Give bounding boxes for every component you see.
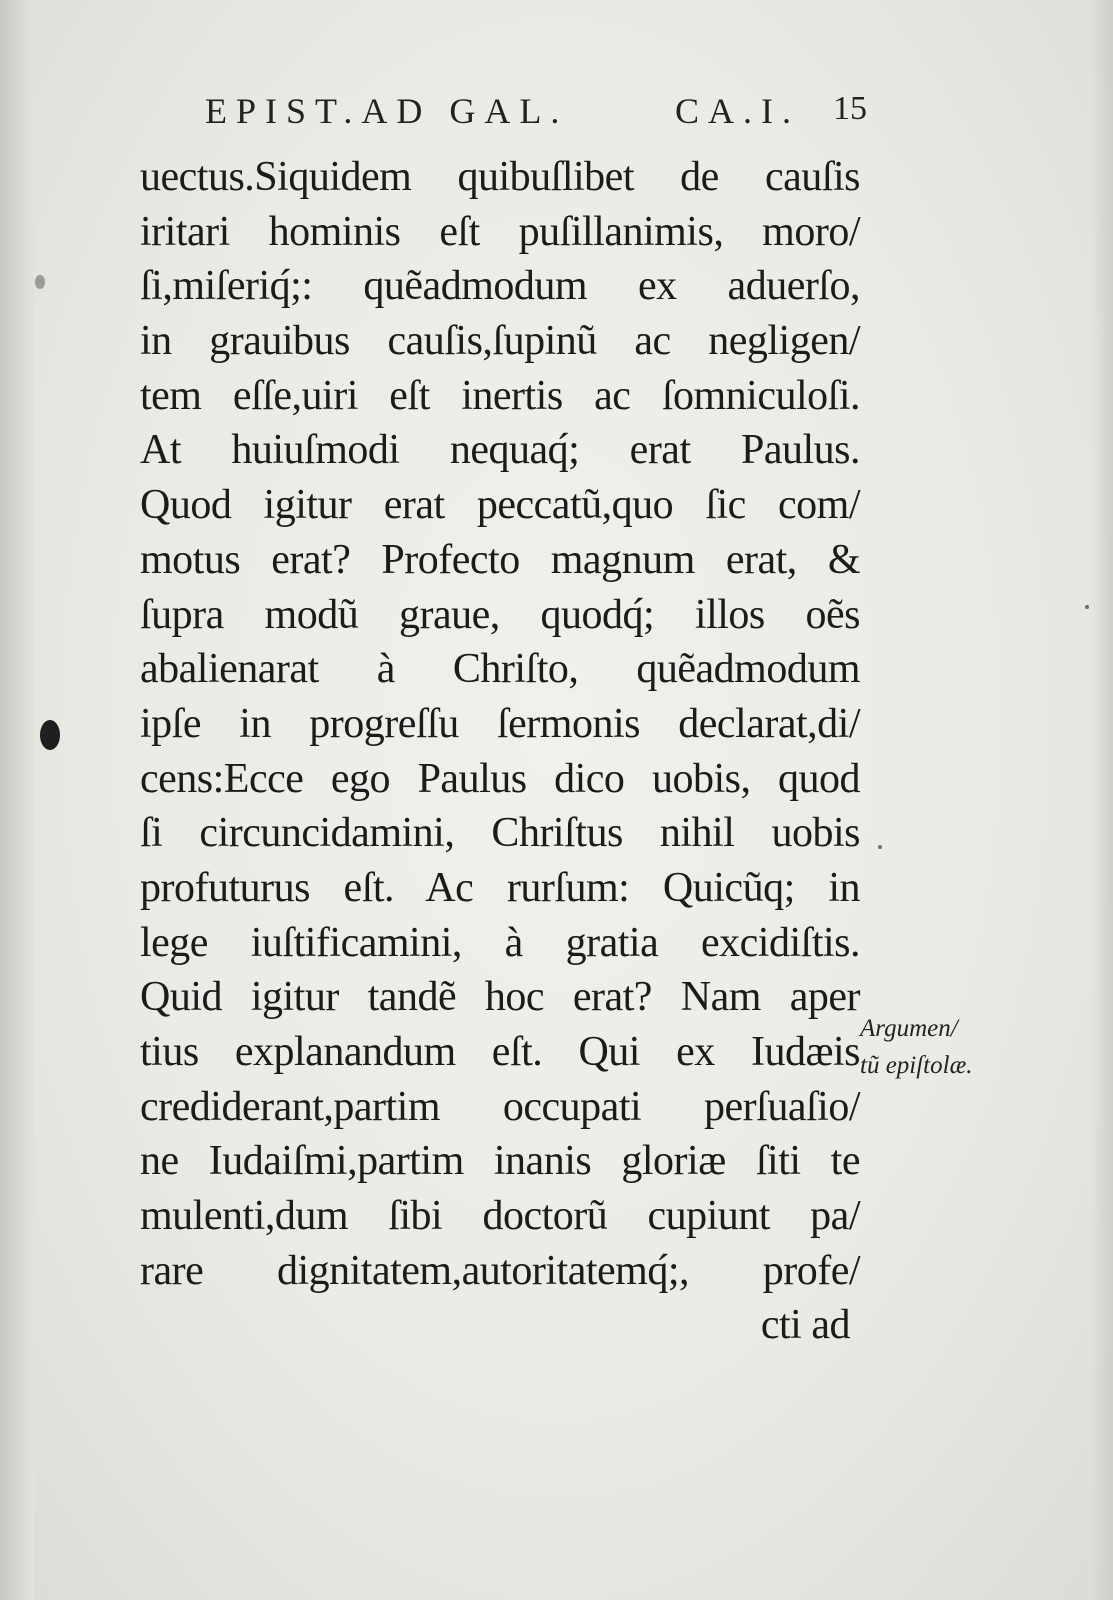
marginal-note-line: tũ epiſtolæ.: [860, 1052, 973, 1079]
marginal-note: [860, 1010, 1020, 1084]
running-head-book: EPIST.AD GAL.: [205, 91, 569, 131]
text-line: ſi,miſeriq́;: quẽadmodum ex aduerſo,: [140, 263, 860, 310]
spine-shadow: [0, 0, 34, 1600]
text-line: ipſe in progreſſu ſermonis declarat,di/: [140, 700, 860, 747]
text-line: rare dignitatem,autoritatemq́;, profe/: [140, 1247, 860, 1294]
running-head: [205, 90, 885, 140]
text-line: Quod igitur erat peccatũ,quo ſic com/: [140, 482, 860, 529]
text-line: iritari hominis eſt puſillanimis, moro/: [140, 208, 860, 255]
text-line: At huiuſmodi nequaq́; erat Paulus.: [140, 427, 860, 474]
text-line: mulenti,dum ſibi doctorũ cupiunt pa/: [140, 1193, 860, 1240]
text-line: ne Iudaiſmi,partim inanis gloriæ ſiti te: [140, 1138, 860, 1185]
text-line: tem eſſe,uiri eſt inertis ac ſomniculoſi.: [140, 372, 860, 419]
text-line: ſi circuncidamini, Chriſtus nihil uobis: [140, 810, 860, 857]
paper-speck: [878, 845, 882, 849]
text-line: cens:Ecce ego Paulus dico uobis, quod: [140, 755, 860, 802]
text-line: abalienarat à Chriſto, quẽadmodum: [140, 646, 860, 693]
paper-speck: [1085, 605, 1089, 609]
running-head-chapter: CA.I.: [675, 91, 800, 131]
text-line: ſupra modũ graue, quodq́; illos oẽs: [140, 591, 860, 638]
text-line: lege iuſtificamini, à gratia excidiſtis.: [140, 919, 860, 966]
page-number: 15: [833, 90, 867, 127]
paper-stain: [35, 275, 45, 289]
page-edge: [1091, 0, 1113, 1600]
marginal-note-line: Argumen/: [860, 1015, 958, 1042]
catchword-line: cti ad: [760, 1302, 850, 1349]
text-line: tius explanandum eſt. Qui ex Iudæis: [140, 1029, 860, 1075]
text-line: profuturus eſt. Ac rurſum: Quicũq; in: [140, 864, 860, 911]
paper-hole: [40, 720, 60, 750]
text-line: crediderant,partim occupati perſuaſio/: [140, 1083, 860, 1130]
body-text: [140, 150, 860, 1353]
text-line: motus erat? Profecto magnum erat, &: [140, 536, 860, 583]
text-line: in grauibus cauſis,ſupinũ ac negligen/: [140, 318, 860, 365]
text-line: uectus.Siquidem quibuſlibet de cauſis: [140, 154, 860, 200]
text-line: Quid igitur tandẽ hoc erat? Nam aper: [140, 974, 860, 1021]
